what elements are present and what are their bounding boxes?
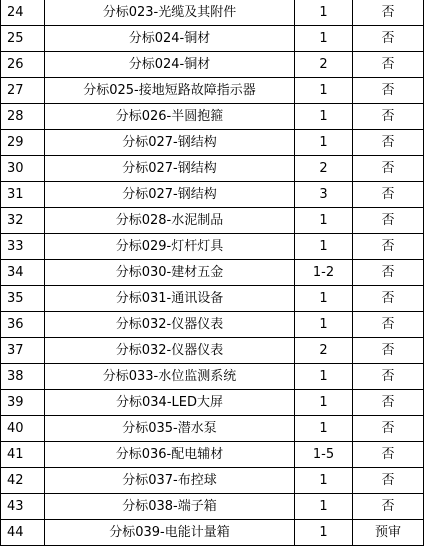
- package-qty: 1-5: [295, 442, 353, 468]
- table-row: [1, 52, 424, 78]
- package-qty: 1: [295, 234, 353, 260]
- flag-cell: 否: [353, 234, 424, 260]
- row-number: 43: [1, 494, 45, 520]
- lot-name: 分标027-钢结构: [45, 156, 295, 182]
- row-number: 44: [1, 520, 45, 546]
- lot-name: 分标024-铜材: [45, 52, 295, 78]
- flag-cell: 否: [353, 260, 424, 286]
- table-row: [1, 78, 424, 104]
- flag-cell: 否: [353, 442, 424, 468]
- flag-cell: 否: [353, 494, 424, 520]
- package-qty: 1: [295, 78, 353, 104]
- row-number: 31: [1, 182, 45, 208]
- lot-name: 分标032-仪器仪表: [45, 312, 295, 338]
- flag-cell: 否: [353, 286, 424, 312]
- package-qty: 1: [295, 130, 353, 156]
- package-qty: 1: [295, 364, 353, 390]
- row-number: 38: [1, 364, 45, 390]
- package-qty: 1: [295, 416, 353, 442]
- table-row: [1, 520, 424, 546]
- table-row: [1, 494, 424, 520]
- lot-name: 分标028-水泥制品: [45, 208, 295, 234]
- flag-cell: 否: [353, 416, 424, 442]
- package-qty: 1: [295, 26, 353, 52]
- flag-cell: 否: [353, 130, 424, 156]
- lot-name: 分标033-水位监测系统: [45, 364, 295, 390]
- package-qty: 1: [295, 390, 353, 416]
- flag-cell: 否: [353, 364, 424, 390]
- table-row: [1, 156, 424, 182]
- flag-cell: 否: [353, 208, 424, 234]
- flag-cell: 否: [353, 338, 424, 364]
- table-row: [1, 130, 424, 156]
- flag-cell: 否: [353, 78, 424, 104]
- table-row: [1, 0, 424, 26]
- package-qty: 3: [295, 182, 353, 208]
- package-qty: 1: [295, 312, 353, 338]
- row-number: 33: [1, 234, 45, 260]
- flag-cell: 否: [353, 0, 424, 26]
- flag-cell: 否: [353, 390, 424, 416]
- row-number: 28: [1, 104, 45, 130]
- lot-name: 分标024-铜材: [45, 26, 295, 52]
- row-number: 26: [1, 52, 45, 78]
- row-number: 24: [1, 0, 45, 26]
- lot-name: 分标036-配电辅材: [45, 442, 295, 468]
- flag-cell: 否: [353, 52, 424, 78]
- table-row: [1, 338, 424, 364]
- row-number: 37: [1, 338, 45, 364]
- package-qty: 1: [295, 520, 353, 546]
- table-row: [1, 468, 424, 494]
- package-qty: 2: [295, 156, 353, 182]
- row-number: 39: [1, 390, 45, 416]
- flag-cell: 否: [353, 156, 424, 182]
- flag-cell: 否: [353, 468, 424, 494]
- lot-name: 分标039-电能计量箱: [45, 520, 295, 546]
- package-qty: 1: [295, 0, 353, 26]
- row-number: 41: [1, 442, 45, 468]
- package-qty: 1: [295, 208, 353, 234]
- package-qty: 1: [295, 468, 353, 494]
- package-qty: 2: [295, 338, 353, 364]
- row-number: 40: [1, 416, 45, 442]
- row-number: 25: [1, 26, 45, 52]
- lot-name: 分标030-建材五金: [45, 260, 295, 286]
- flag-cell: 预审: [353, 520, 424, 546]
- table-row: [1, 182, 424, 208]
- table-row: [1, 286, 424, 312]
- table-row: [1, 390, 424, 416]
- lot-name: 分标027-钢结构: [45, 182, 295, 208]
- lot-name: 分标031-通讯设备: [45, 286, 295, 312]
- row-number: 34: [1, 260, 45, 286]
- row-number: 35: [1, 286, 45, 312]
- table-row: [1, 104, 424, 130]
- table-row: [1, 260, 424, 286]
- row-number: 36: [1, 312, 45, 338]
- package-qty: 1-2: [295, 260, 353, 286]
- package-qty: 2: [295, 52, 353, 78]
- lot-name: 分标029-灯杆灯具: [45, 234, 295, 260]
- table-row: [1, 416, 424, 442]
- lot-name: 分标032-仪器仪表: [45, 338, 295, 364]
- package-qty: 1: [295, 494, 353, 520]
- flag-cell: 否: [353, 104, 424, 130]
- row-number: 27: [1, 78, 45, 104]
- table-row: [1, 208, 424, 234]
- row-number: 29: [1, 130, 45, 156]
- package-qty: 1: [295, 286, 353, 312]
- row-number: 32: [1, 208, 45, 234]
- lot-name: 分标034-LED大屏: [45, 390, 295, 416]
- flag-cell: 否: [353, 312, 424, 338]
- lot-name: 分标027-钢结构: [45, 130, 295, 156]
- table-row: [1, 442, 424, 468]
- package-qty: 1: [295, 104, 353, 130]
- row-number: 42: [1, 468, 45, 494]
- lot-name: 分标035-潜水泵: [45, 416, 295, 442]
- flag-cell: 否: [353, 26, 424, 52]
- row-number: 30: [1, 156, 45, 182]
- lot-name: 分标038-端子箱: [45, 494, 295, 520]
- lot-name: 分标025-接地短路故障指示器: [45, 78, 295, 104]
- lot-name: 分标023-光缆及其附件: [45, 0, 295, 26]
- flag-cell: 否: [353, 182, 424, 208]
- table-row: [1, 364, 424, 390]
- table-row: [1, 26, 424, 52]
- lot-name: 分标026-半圆抱箍: [45, 104, 295, 130]
- table-row: [1, 312, 424, 338]
- lot-name: 分标037-布控球: [45, 468, 295, 494]
- table-row: [1, 234, 424, 260]
